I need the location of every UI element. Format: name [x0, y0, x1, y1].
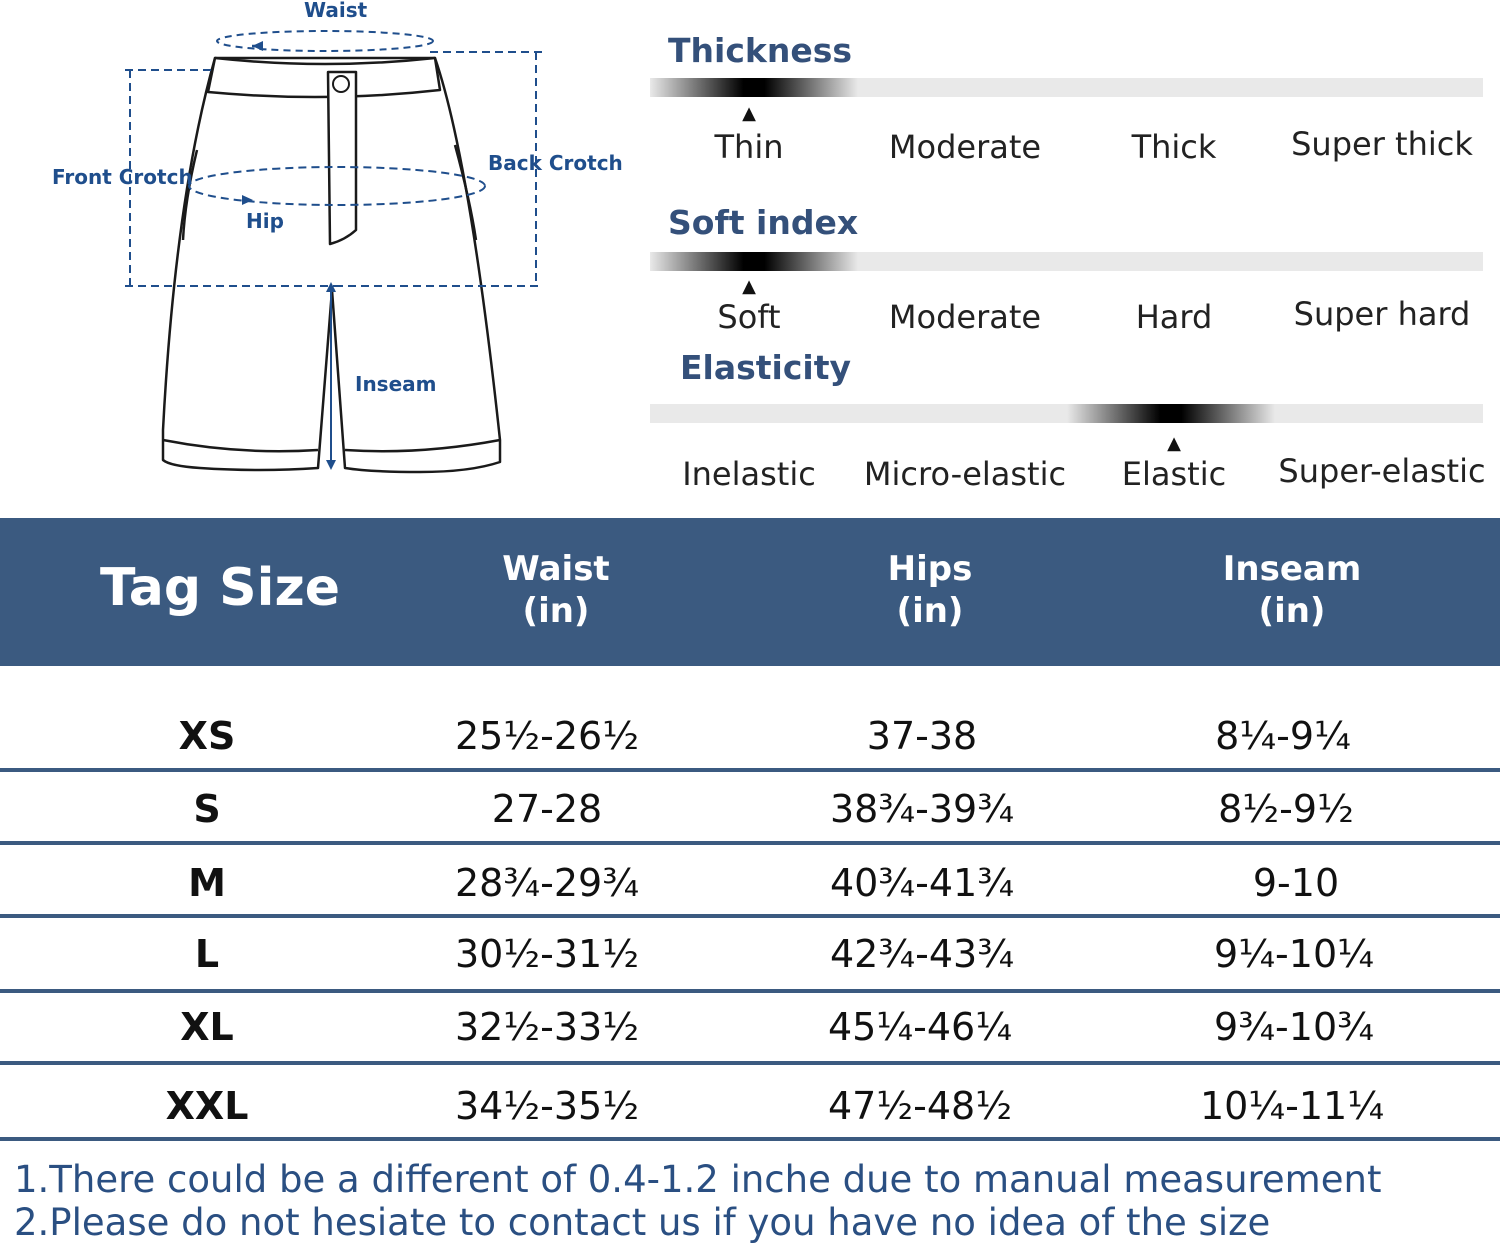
row-divider — [0, 841, 1500, 845]
waist-cell: 25½-26½ — [454, 714, 640, 758]
tag-size-header: Tag Size — [100, 558, 340, 618]
hips-cell: 42¾-43¾ — [829, 932, 1015, 976]
selected-level-indicator — [650, 252, 858, 271]
back-crotch-label: Back Crotch — [488, 151, 623, 175]
attribute-option: Super-elastic — [1278, 452, 1486, 490]
inseam-cell: 8½-9½ — [1218, 787, 1354, 831]
attribute-option: Elastic — [1121, 455, 1227, 493]
hips-cell: 47½-48½ — [827, 1084, 1013, 1128]
waist-measure-line — [217, 31, 433, 51]
attribute-option: Super thick — [1291, 125, 1473, 163]
hip-label: Hip — [246, 209, 284, 233]
attribute-option: Super hard — [1293, 295, 1471, 333]
size-cell: XS — [178, 714, 236, 758]
hips-header — [888, 548, 973, 632]
size-table-header — [0, 518, 1500, 666]
selected-marker-icon: ▲ — [742, 103, 756, 124]
shorts-measurement-diagram — [0, 0, 640, 510]
inseam-header — [1223, 548, 1362, 632]
attribute-option: Hard — [1135, 298, 1213, 336]
attribute-option: Inelastic — [682, 455, 816, 493]
attribute-bar — [650, 404, 1483, 423]
attribute-option: Moderate — [888, 128, 1042, 166]
attribute-option: Micro-elastic — [863, 455, 1067, 493]
attribute-option: Soft — [717, 298, 781, 336]
attribute-option: Thin — [714, 128, 784, 166]
hips-cell: 45¼-46¼ — [827, 1005, 1013, 1049]
note-contact: 2.Please do not hesiate to contact us if you have no idea of the size — [14, 1201, 1271, 1244]
front-crotch-label: Front Crotch — [52, 165, 193, 189]
attribute-title: Elasticity — [680, 348, 852, 387]
row-divider — [0, 1137, 1500, 1141]
selected-marker-icon: ▲ — [1167, 433, 1181, 454]
attribute-option: Thick — [1131, 128, 1217, 166]
size-cell: XXL — [165, 1084, 249, 1128]
waist-cell: 27-28 — [491, 787, 603, 831]
inseam-header-line1: Inseam — [1222, 549, 1362, 589]
inseam-cell: 9¾-10¾ — [1214, 1005, 1374, 1049]
hips-header-line2: (in) — [896, 591, 964, 631]
button-icon — [333, 76, 349, 92]
hips-cell: 38¾-39¾ — [829, 787, 1015, 831]
waist-label: Waist — [304, 0, 368, 22]
waist-cell: 30½-31½ — [454, 932, 640, 976]
attribute-option: Moderate — [888, 298, 1042, 336]
inseam-cell: 10¼-11¼ — [1199, 1084, 1385, 1128]
selected-marker-icon: ▲ — [742, 276, 756, 297]
note-measurement: 1.There could be a different of 0.4-1.2 inche due to manual measurement — [14, 1158, 1382, 1201]
inseam-cell: 8¼-9¼ — [1215, 714, 1351, 758]
selected-level-indicator — [1067, 404, 1275, 423]
waist-cell: 34½-35½ — [454, 1084, 640, 1128]
row-divider — [0, 768, 1500, 772]
inseam-cell: 9¼-10¼ — [1214, 932, 1374, 976]
inseam-header-line2: (in) — [1258, 591, 1326, 631]
waist-header-line2: (in) — [522, 591, 590, 631]
row-divider — [0, 989, 1500, 993]
waist-header — [502, 548, 609, 632]
inseam-cell: 9-10 — [1252, 861, 1340, 905]
attribute-bar — [650, 252, 1483, 271]
size-cell: S — [193, 787, 221, 831]
hips-cell: 40¾-41¾ — [829, 861, 1015, 905]
attribute-title: Soft index — [668, 203, 859, 242]
row-divider — [0, 914, 1500, 918]
waist-cell: 28¾-29¾ — [454, 861, 640, 905]
waist-header-line1: Waist — [502, 549, 610, 589]
hips-cell: 37-38 — [866, 714, 978, 758]
size-cell: XL — [180, 1005, 234, 1049]
row-divider — [0, 1061, 1500, 1065]
size-cell: M — [188, 861, 226, 905]
inseam-label: Inseam — [355, 372, 437, 396]
attribute-title: Thickness — [668, 31, 852, 70]
hips-header-line1: Hips — [887, 549, 973, 589]
waist-cell: 32½-33½ — [454, 1005, 640, 1049]
size-cell: L — [194, 932, 220, 976]
selected-level-indicator — [650, 78, 858, 97]
attribute-bar — [650, 78, 1483, 97]
